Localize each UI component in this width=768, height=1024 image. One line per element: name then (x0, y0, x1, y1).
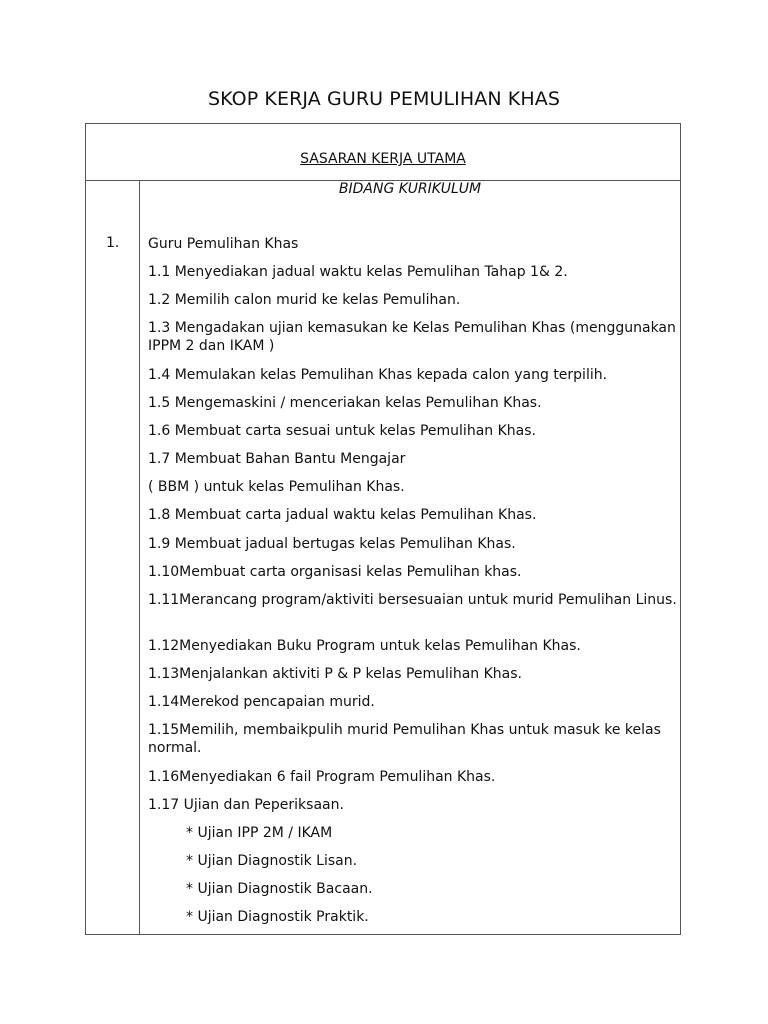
list-item: 1.3 Mengadakan ujian kemasukan ke Kelas Pemulihan Khas (menggunakan IPPM 2 dan IKAM ) (148, 320, 676, 354)
list-item: 1.4 Memulakan kelas Pemulihan Khas kepada calon yang terpilih. (148, 367, 608, 383)
list-item: 1.16Menyediakan 6 fail Program Pemulihan Khas. (148, 769, 496, 785)
page-title: SKOP KERJA GURU PEMULIHAN KHAS (208, 88, 560, 110)
list-item: 1.14Merekod pencapaian murid. (148, 694, 375, 710)
list-item: 1.15Memilih, membaikpulih murid Pemulihan Khas untuk masuk ke kelas normal. (148, 722, 661, 756)
content-column (140, 181, 680, 934)
list-item: 1.8 Membuat carta jadual waktu kelas Pemulihan Khas. (148, 507, 537, 523)
table-header-row (86, 124, 680, 181)
list-item: 1.11Merancang program/aktiviti bersesuaian untuk murid Pemulihan Linus. (148, 592, 677, 608)
sub-list-item: * Ujian Diagnostik Lisan. (186, 853, 358, 869)
sub-list-item: * Ujian Diagnostik Praktik. (186, 909, 369, 925)
list-item: Guru Pemulihan Khas (148, 236, 299, 252)
list-item: 1.5 Mengemaskini / menceriakan kelas Pemulihan Khas. (148, 395, 542, 411)
list-item: 1.7 Membuat Bahan Bantu Mengajar (148, 451, 406, 467)
list-item: 1.2 Memilih calon murid ke kelas Pemulihan. (148, 292, 461, 308)
list-item: 1.12Menyediakan Buku Program untuk kelas Pemulihan Khas. (148, 638, 581, 654)
list-item: 1.13Menjalankan aktiviti P & P kelas Pemulihan Khas. (148, 666, 522, 682)
scope-table (85, 123, 681, 935)
row-number: 1. (106, 235, 120, 251)
section-title: BIDANG KURIKULUM (338, 181, 482, 197)
table-header: SASARAN KERJA UTAMA (300, 151, 466, 167)
sub-list-item: * Ujian Diagnostik Bacaan. (186, 881, 373, 897)
list-item: 1.10Membuat carta organisasi kelas Pemulihan khas. (148, 564, 522, 580)
list-item: ( BBM ) untuk kelas Pemulihan Khas. (148, 479, 405, 495)
sub-list-item: * Ujian IPP 2M / IKAM (186, 825, 333, 841)
list-item: 1.17 Ujian dan Peperiksaan. (148, 797, 344, 813)
list-item: 1.6 Membuat carta sesuai untuk kelas Pemulihan Khas. (148, 423, 536, 439)
list-item: 1.9 Membuat jadual bertugas kelas Pemulihan Khas. (148, 536, 516, 552)
list-item: 1.1 Menyediakan jadual waktu kelas Pemulihan Tahap 1& 2. (148, 264, 568, 280)
number-column (86, 181, 140, 934)
